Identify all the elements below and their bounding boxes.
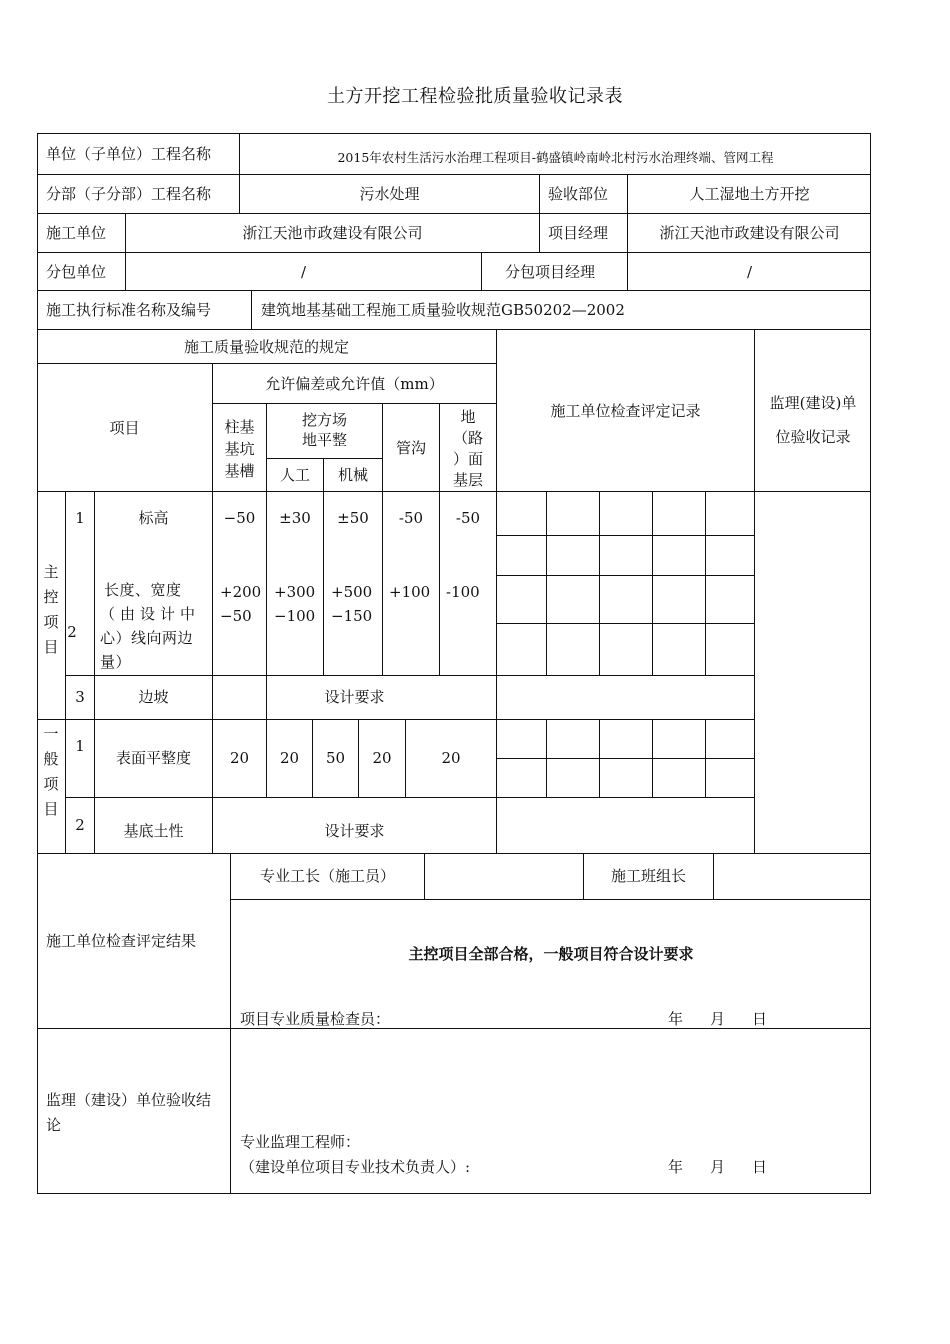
main-row1-trench: -50	[398, 508, 424, 527]
vline	[652, 491, 653, 675]
supervisor-record-header: 监理(建设)单 位验收记录	[769, 394, 857, 446]
unit-name-value: 2015年农村生活污水治理工程项目-鹤盛镇岭南岭北村污水治理终端、管网工程	[337, 149, 774, 165]
general-row2-value: 设计要求	[324, 822, 385, 840]
main-row2-road: -100	[446, 583, 480, 601]
vline	[546, 719, 547, 797]
unit-name-label: 单位（子单位）工程名称	[46, 144, 212, 163]
general-row1-pit: 20	[229, 749, 250, 767]
supervision-day: 日	[752, 1157, 768, 1176]
main-row2-no: 2	[67, 622, 77, 641]
main-row1-pit: −50	[223, 508, 256, 527]
sub-pm-value: /	[746, 262, 753, 281]
general-row1-mech: 50	[325, 749, 346, 767]
col-trench-header: 管沟	[395, 438, 426, 457]
main-row2-manual: +300 −100	[274, 583, 316, 625]
supervision-year: 年	[668, 1157, 684, 1176]
general-row1-no: 1	[75, 736, 85, 755]
general-row2-no: 2	[75, 816, 85, 834]
main-row2-trench: +100	[389, 583, 431, 601]
col-mech-header: 机械	[337, 466, 368, 484]
col-road-header: 地 （路 ）面 基层	[452, 408, 483, 489]
team-leader-label: 施工班组长	[610, 867, 686, 885]
check-record-header: 施工单位检查评定记录	[550, 401, 701, 420]
supervision-label: 监理（建设）单位验收结 论	[46, 1091, 212, 1134]
main-row2-name: 长度、宽度 （由设计中 心）线向两边 量）	[100, 581, 201, 671]
constructor-label: 施工单位	[46, 224, 107, 242]
main-row3-name: 边坡	[138, 688, 169, 706]
hline	[496, 575, 754, 576]
general-row2-name: 基底土性	[123, 822, 184, 840]
vline	[705, 719, 706, 797]
main-row3-value: 设计要求	[324, 688, 385, 706]
vline	[599, 491, 600, 675]
subcontractor-label: 分包单位	[46, 262, 107, 281]
vline	[481, 252, 482, 290]
vline	[652, 719, 653, 797]
tolerance-header: 允许偏差或允许值（mm）	[265, 374, 444, 393]
hline	[65, 797, 755, 798]
vline	[94, 491, 95, 853]
sub-project-value: 污水处理	[359, 185, 420, 203]
main-row1-road: -50	[455, 508, 481, 527]
result-conclusion: 主控项目全部合格，一般项目符合设计要求	[408, 944, 694, 963]
general-row1-name: 表面平整度	[115, 749, 191, 767]
vline	[539, 174, 540, 213]
general-row1-road: 20	[441, 749, 461, 767]
standard-label: 施工执行标准名称及编号	[46, 301, 212, 319]
main-row1-no: 1	[75, 508, 85, 527]
vline	[546, 491, 547, 675]
hline	[496, 758, 754, 759]
col-pit-header: 柱基 基坑 基槽	[224, 418, 255, 480]
spec-title: 施工质量验收规范的规定	[183, 337, 349, 356]
vline	[713, 853, 714, 899]
inspector-label: 项目专业质量检查员：	[240, 1009, 391, 1028]
hline	[37, 1028, 871, 1029]
sub-pm-label: 分包项目经理	[505, 262, 596, 281]
subcontractor-value: /	[300, 262, 307, 281]
main-row2-mech: +500 −150	[331, 583, 373, 625]
project-manager-label: 项目经理	[548, 224, 609, 242]
project-manager-value: 浙江天池市政建设有限公司	[659, 224, 840, 242]
general-items-label: 一 般 项 目	[43, 725, 59, 818]
main-row1-mech: ±50	[337, 508, 369, 527]
col-manual-header: 人工	[279, 466, 310, 484]
hline	[496, 535, 754, 536]
result-month: 月	[710, 1009, 726, 1028]
foreman-label: 专业工长（施工员）	[259, 867, 395, 885]
hline	[496, 623, 754, 624]
owner-tech-lead-label: （建设单位项目专业技术负责人）:	[240, 1157, 471, 1176]
supervision-month: 月	[710, 1157, 726, 1176]
main-row1-name: 标高	[138, 508, 169, 527]
result-day: 日	[752, 1009, 768, 1028]
vline	[539, 213, 540, 252]
general-row1-manual: 20	[279, 749, 300, 767]
main-row2-pit: +200 −50	[220, 583, 262, 625]
result-year: 年	[668, 1009, 684, 1028]
vline	[599, 719, 600, 797]
item-header: 项目	[109, 418, 140, 437]
vline	[230, 853, 231, 1194]
accept-part-label: 验收部位	[548, 185, 609, 203]
main-row1-manual: ±30	[279, 508, 311, 527]
vline	[705, 491, 706, 675]
vline	[266, 403, 267, 719]
sub-project-label: 分部（子分部）工程名称	[46, 185, 212, 203]
hline	[230, 899, 871, 900]
vline	[251, 290, 252, 329]
general-row1-trench: 20	[372, 749, 392, 767]
standard-value: 建筑地基基础工程施工质量验收规范GB50202—2002	[261, 301, 625, 319]
supervision-engineer-label: 专业监理工程师：	[240, 1132, 361, 1151]
main-row3-no: 3	[75, 688, 85, 706]
vline	[424, 853, 425, 899]
result-label: 施工单位检查评定结果	[46, 931, 197, 950]
col-site-header: 挖方场 地平整	[301, 411, 347, 449]
main-items-label: 主 控 项 目	[43, 563, 59, 656]
accept-part-value: 人工湿地土方开挖	[689, 185, 810, 203]
page-title: 土方开挖工程检验批质量验收记录表	[327, 86, 623, 107]
constructor-value: 浙江天池市政建设有限公司	[242, 224, 423, 242]
